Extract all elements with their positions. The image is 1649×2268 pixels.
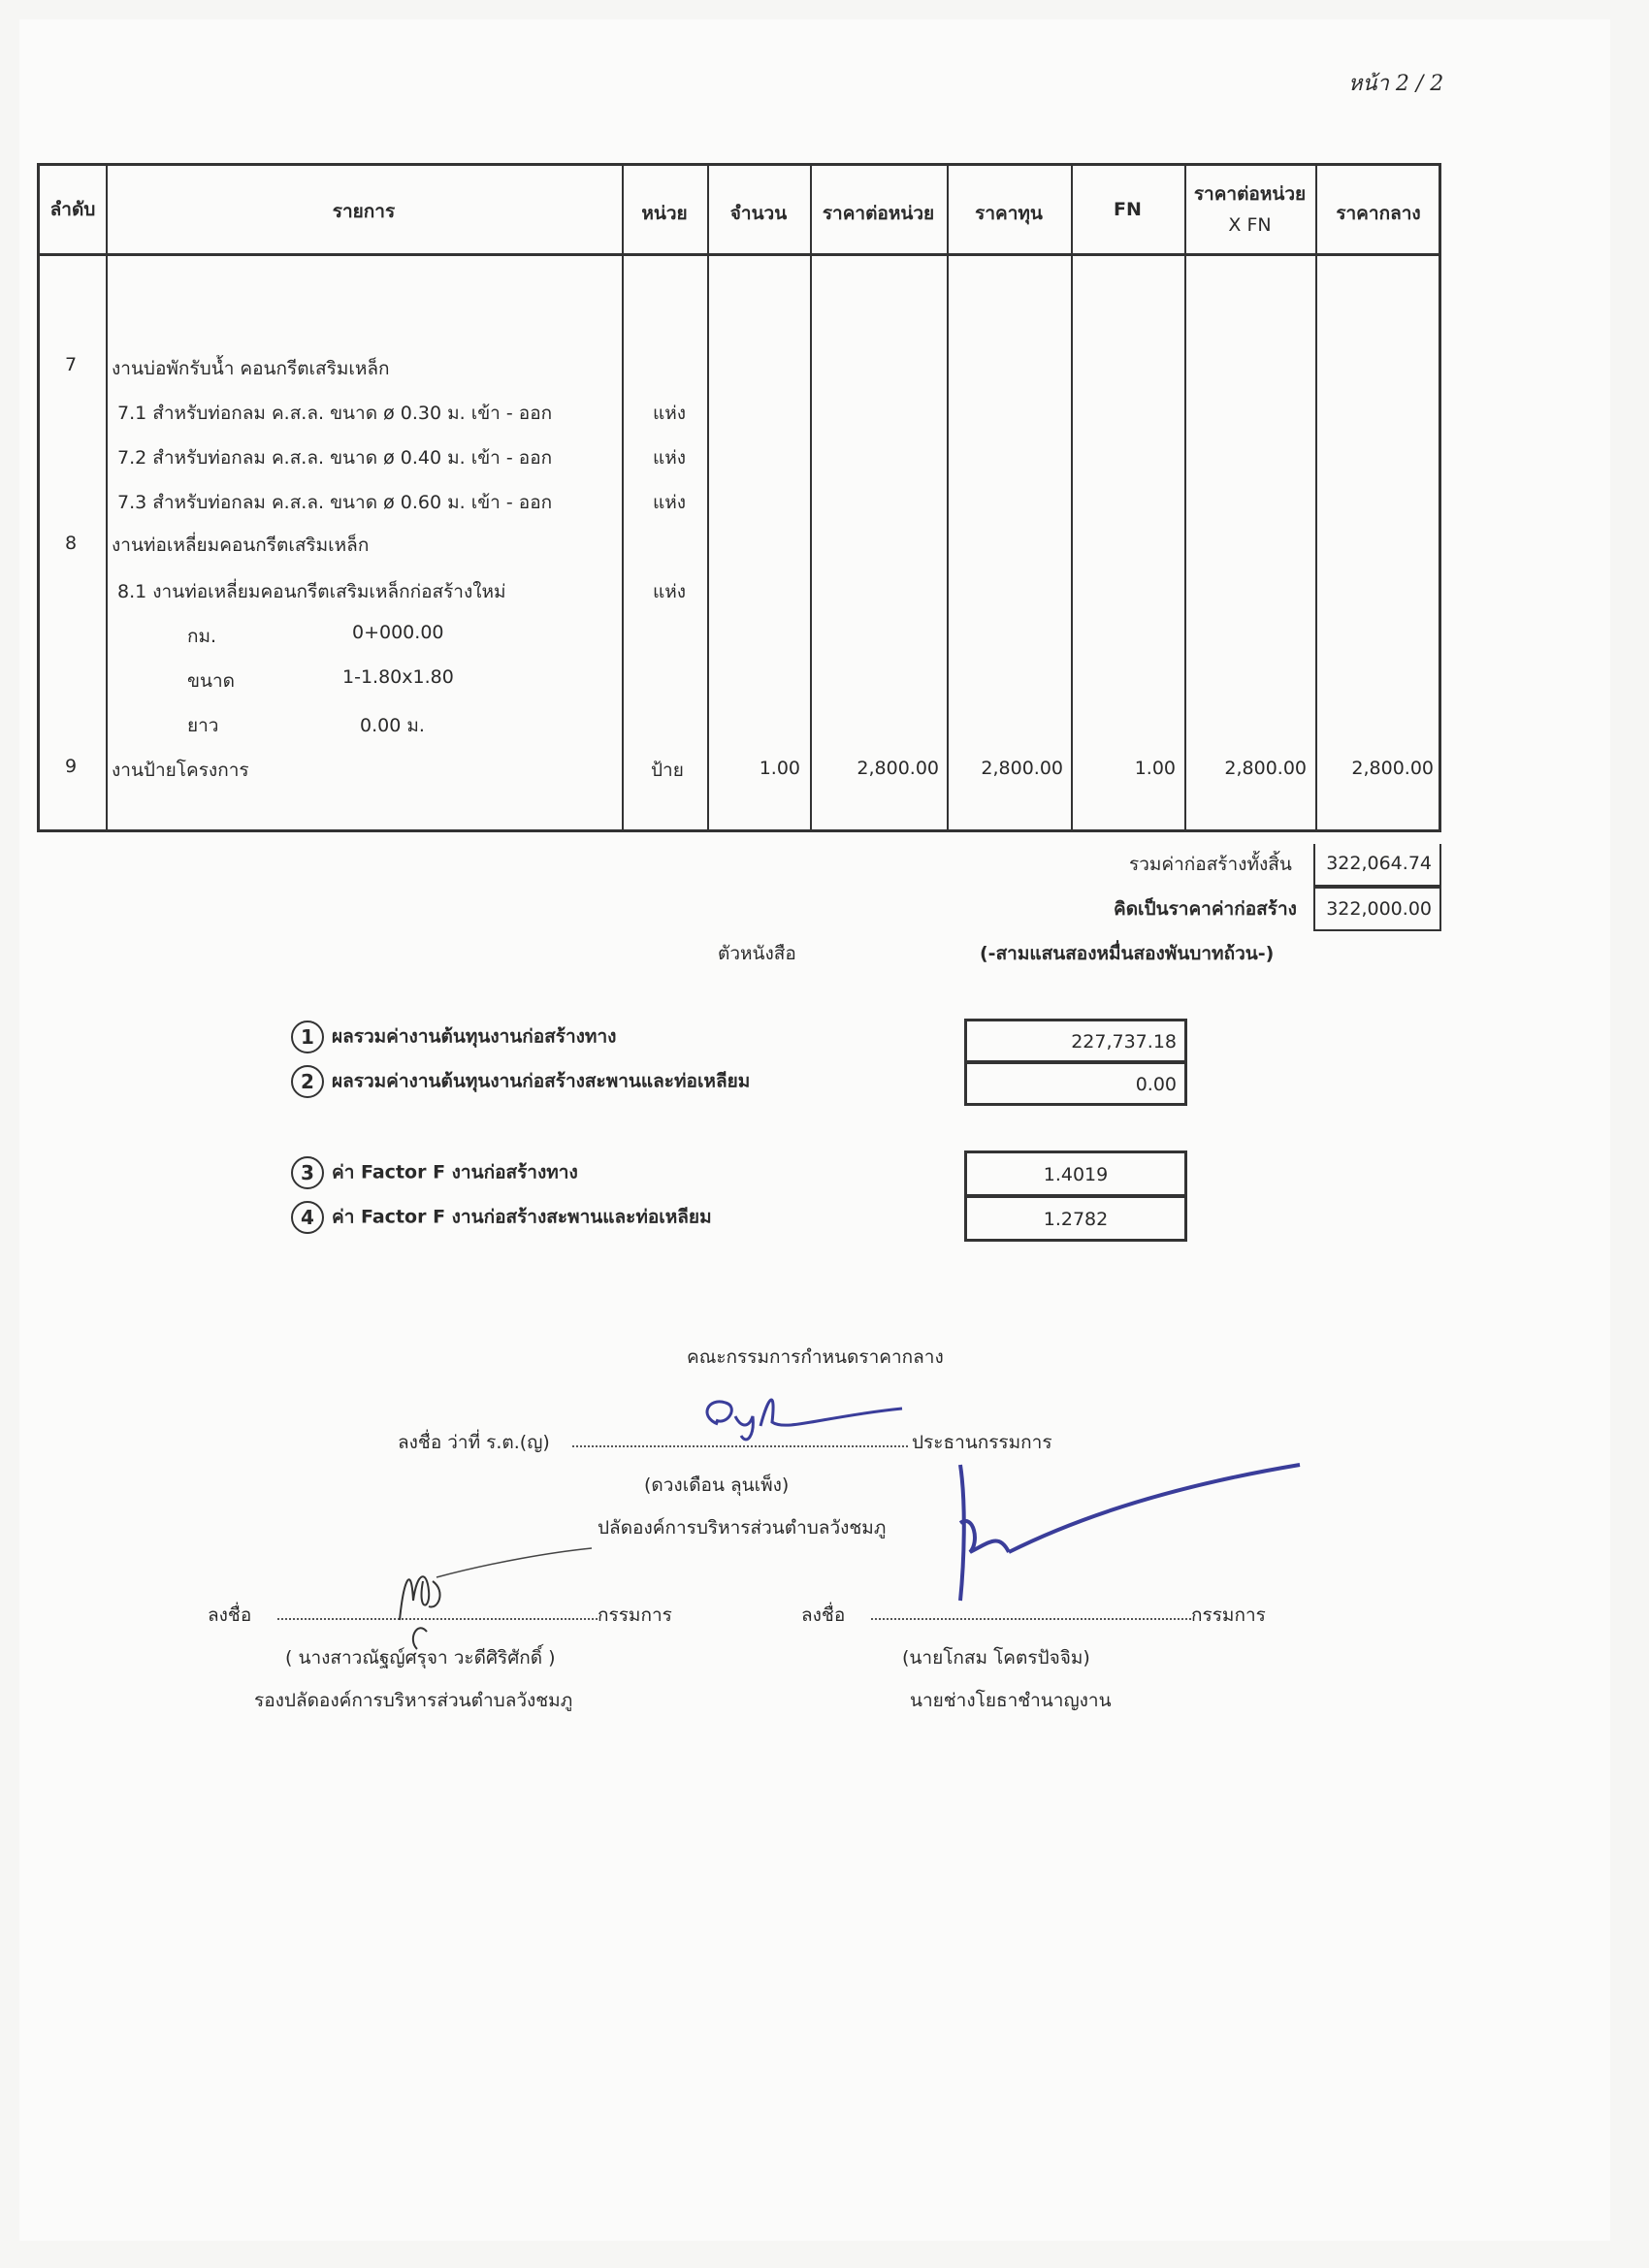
price-table	[37, 163, 1441, 832]
row-no: 7	[65, 354, 78, 375]
row-item: 8.1 งานท่อเหลี่ยมคอนกรีตเสริมเหล็กก่อสร้างใหม่	[117, 581, 506, 602]
header-unit-price: ราคาต่อหน่วย	[822, 203, 935, 224]
detail-label: ขนาด	[187, 670, 235, 692]
item-number-badge: 3	[291, 1156, 324, 1189]
factor-bridge-value: 1.2782	[964, 1195, 1187, 1242]
member1-position: รองปลัดองค์การบริหารส่วนตำบลวังชมภู	[254, 1690, 573, 1711]
detail-value: 0.00 ม.	[360, 715, 425, 736]
item-number-badge: 4	[291, 1201, 324, 1234]
factor-road-label: 3 ค่า Factor F งานก่อสร้างทาง	[291, 1156, 578, 1189]
member1-role: กรรมการ	[598, 1604, 672, 1626]
detail-label: กม.	[187, 626, 217, 647]
header-no: ลำดับ	[49, 199, 96, 220]
words-value: (-สามแสนสองหมื่นสองพันบาทถ้วน-)	[980, 943, 1275, 964]
total-label: รวมค่าก่อสร้างทั้งสิ้น	[1129, 854, 1292, 875]
header-cost: ราคาทุน	[975, 203, 1043, 224]
member2-sign-prefix: ลงชื่อ	[801, 1604, 846, 1626]
row-cost: 2,800.00	[981, 758, 1063, 779]
header-unit-price-fn-x: X FN	[1228, 214, 1272, 236]
chair-sign-prefix: ลงชื่อ ว่าที่ ร.ต.(ญ)	[398, 1432, 550, 1453]
committee-title: คณะกรรมการกำหนดราคากลาง	[687, 1346, 944, 1368]
row-item: 7.2 สำหรับท่อกลม ค.ส.ล. ขนาด ø 0.40 ม. เข้า - ออก	[117, 447, 553, 469]
member2-role: กรรมการ	[1191, 1604, 1266, 1626]
row-unit: แห่ง	[653, 403, 687, 424]
member2-signature	[931, 1445, 1319, 1610]
row-unit: ป้าย	[651, 760, 684, 781]
item-number-badge: 1	[291, 1021, 324, 1053]
header-fn: FN	[1114, 199, 1142, 220]
detail-value: 0+000.00	[352, 622, 444, 643]
cost-road-label: 1 ผลรวมค่างานต้นทุนงานก่อสร้างทาง	[291, 1021, 616, 1053]
total-value: 322,064.74	[1313, 844, 1441, 887]
chair-name: (ดวงเดือน ลุนเพ็ง)	[644, 1474, 790, 1496]
factor-bridge-label: 4 ค่า Factor F งานก่อสร้างสะพานและท่อเหลียม	[291, 1201, 712, 1234]
member1-name: ( นางสาวณัฐญ์ศรุจา วะดีศิริศักดิ์ )	[285, 1647, 556, 1669]
cost-bridge-value: 0.00	[964, 1061, 1187, 1106]
member1-sign-prefix: ลงชื่อ	[208, 1604, 252, 1626]
factor-road-value: 1.4019	[964, 1150, 1187, 1197]
member1-signature	[378, 1542, 630, 1669]
header-rule	[40, 253, 1439, 256]
rounded-label: คิดเป็นราคาค่าก่อสร้าง	[1114, 898, 1297, 920]
row-unit-price: 2,800.00	[857, 758, 939, 779]
row-no: 8	[65, 533, 78, 554]
row-median-price: 2,800.00	[1351, 758, 1434, 779]
chair-position: ปลัดองค์การบริหารส่วนตำบลวังชมภู	[598, 1517, 887, 1539]
header-unit-price-fn: ราคาต่อหน่วย	[1193, 183, 1307, 205]
cost-bridge-label: 2 ผลรวมค่างานต้นทุนงานก่อสร้างสะพานและท่อเหลียม	[291, 1065, 750, 1098]
member2-name: (นายโกสม โคตรปัจจิม)	[902, 1647, 1090, 1669]
words-label: ตัวหนังสือ	[718, 943, 796, 964]
header-qty: จำนวน	[729, 203, 788, 224]
chair-role: ประธานกรรมการ	[912, 1432, 1052, 1453]
row-qty: 1.00	[759, 758, 800, 779]
row-item: งานป้ายโครงการ	[112, 760, 249, 781]
item-number-badge: 2	[291, 1065, 324, 1098]
member2-position: นายช่างโยธาชำนาญงาน	[910, 1690, 1112, 1711]
detail-label: ยาว	[187, 715, 219, 736]
detail-value: 1-1.80x1.80	[342, 666, 454, 688]
row-item: 7.1 สำหรับท่อกลม ค.ส.ล. ขนาด ø 0.30 ม. เข้า - ออก	[117, 403, 553, 424]
rounded-value: 322,000.00	[1313, 887, 1441, 931]
cost-road-value: 227,737.18	[964, 1019, 1187, 1063]
row-unit: แห่ง	[653, 581, 687, 602]
row-fn: 1.00	[1134, 758, 1176, 779]
row-item: งานบ่อพักรับน้ำ คอนกรีตเสริมเหล็ก	[112, 358, 390, 379]
row-unit: แห่ง	[653, 447, 687, 469]
header-unit: หน่วย	[641, 203, 688, 224]
row-no: 9	[65, 756, 78, 777]
page-number: หน้า 2 / 2	[1348, 72, 1444, 96]
row-unit: แห่ง	[653, 492, 687, 513]
row-item: งานท่อเหลี่ยมคอนกรีตเสริมเหล็ก	[112, 535, 370, 556]
header-median-price: ราคากลาง	[1336, 203, 1421, 224]
chair-signature	[679, 1377, 931, 1455]
row-item: 7.3 สำหรับท่อกลม ค.ส.ล. ขนาด ø 0.60 ม. เข้า - ออก	[117, 492, 553, 513]
row-unit-price-fn: 2,800.00	[1224, 758, 1307, 779]
header-item: รายการ	[332, 201, 396, 222]
